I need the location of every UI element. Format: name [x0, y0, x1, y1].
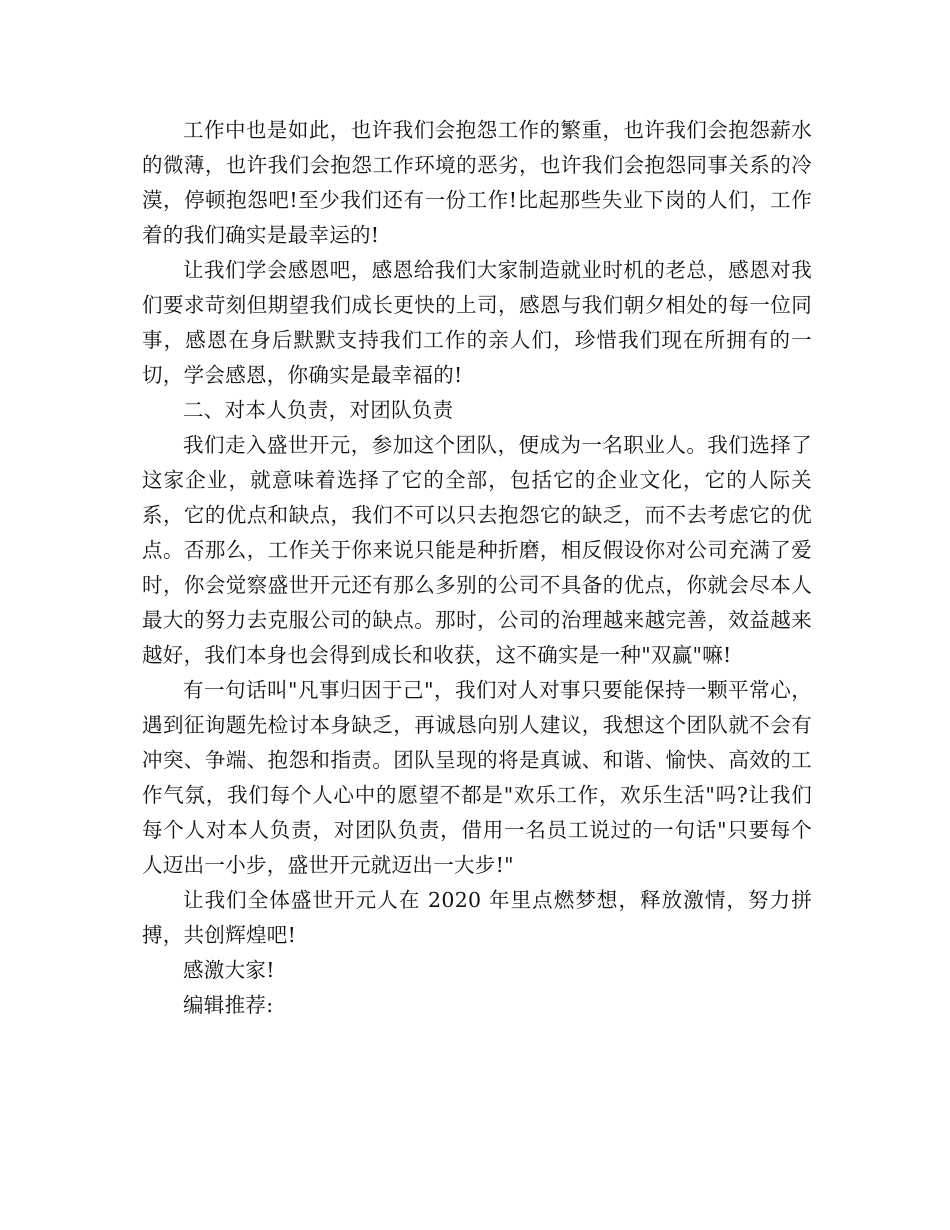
paragraph-editor-recommendation: 编辑推荐:	[183, 993, 274, 1017]
paragraph-gratitude: 让我们学会感恩吧，感恩给我们大家制造就业时机的老总，感恩对我们要求苛刻但期望我们成长更快的上司，感恩与我们朝夕相处的每一位同事，感恩在身后默默支持我们工作的亲人们，珍惜我们现在所拥有的一切，学会感恩，你确实是最幸福的!	[142, 258, 812, 387]
paragraph-thanks: 感激大家!	[183, 958, 275, 982]
paragraph-call-to-action: 让我们全体盛世开元人在 2020 年里点燃梦想，释放激情，努力拼搏，共创辉煌吧!	[142, 888, 812, 947]
paragraph-work-complaints: 工作中也是如此，也许我们会抱怨工作的繁重，也许我们会抱怨薪水的微薄，也许我们会抱怨工作环境的恶劣，也许我们会抱怨同事关系的冷漠，停顿抱怨吧!至少我们还有一份工作!比起那些失业下岗的人们，工作着的我们确实是最幸运的!	[142, 118, 812, 247]
paragraph-joining-team: 我们走入盛世开元，参加这个团队，便成为一名职业人。我们选择了这家企业，就意味着选择了它的全部，包括它的企业文化，它的人际关系，它的优点和缺点，我们不可以只去抱怨它的缺乏，而不去考虑它的优点。否那么，工作关于你来说只能是种折磨，相反假设你对公司充满了爱时，你会觉察盛世开元还有那么多别的公司不具备的优点，你就会尽本人最大的努力去克服公司的缺点。那时，公司的治理越来越完善，效益越来越好，我们本身也会得到成长和收获，这不确实是一种"双赢"嘛!	[142, 433, 812, 667]
document-body	[142, 113, 812, 1023]
paragraph-self-reflection: 有一句话叫"凡事归因于己"，我们对人对事只要能保持一颗平常心，遇到征询题先检讨本身缺乏，再诚恳向别人建议，我想这个团队就不会有冲突、争端、抱怨和指责。团队呈现的将是真诚、和谐、愉快、高效的工作气氛，我们每个人心中的愿望不都是"欢乐工作，欢乐生活"吗?让我们每个人对本人负责，对团队负责，借用一名员工说过的一句话"只要每个人迈出一小步，盛世开元就迈出一大步!"	[142, 678, 812, 877]
section-heading-responsibility: 二、对本人负责，对团队负责	[183, 398, 454, 422]
